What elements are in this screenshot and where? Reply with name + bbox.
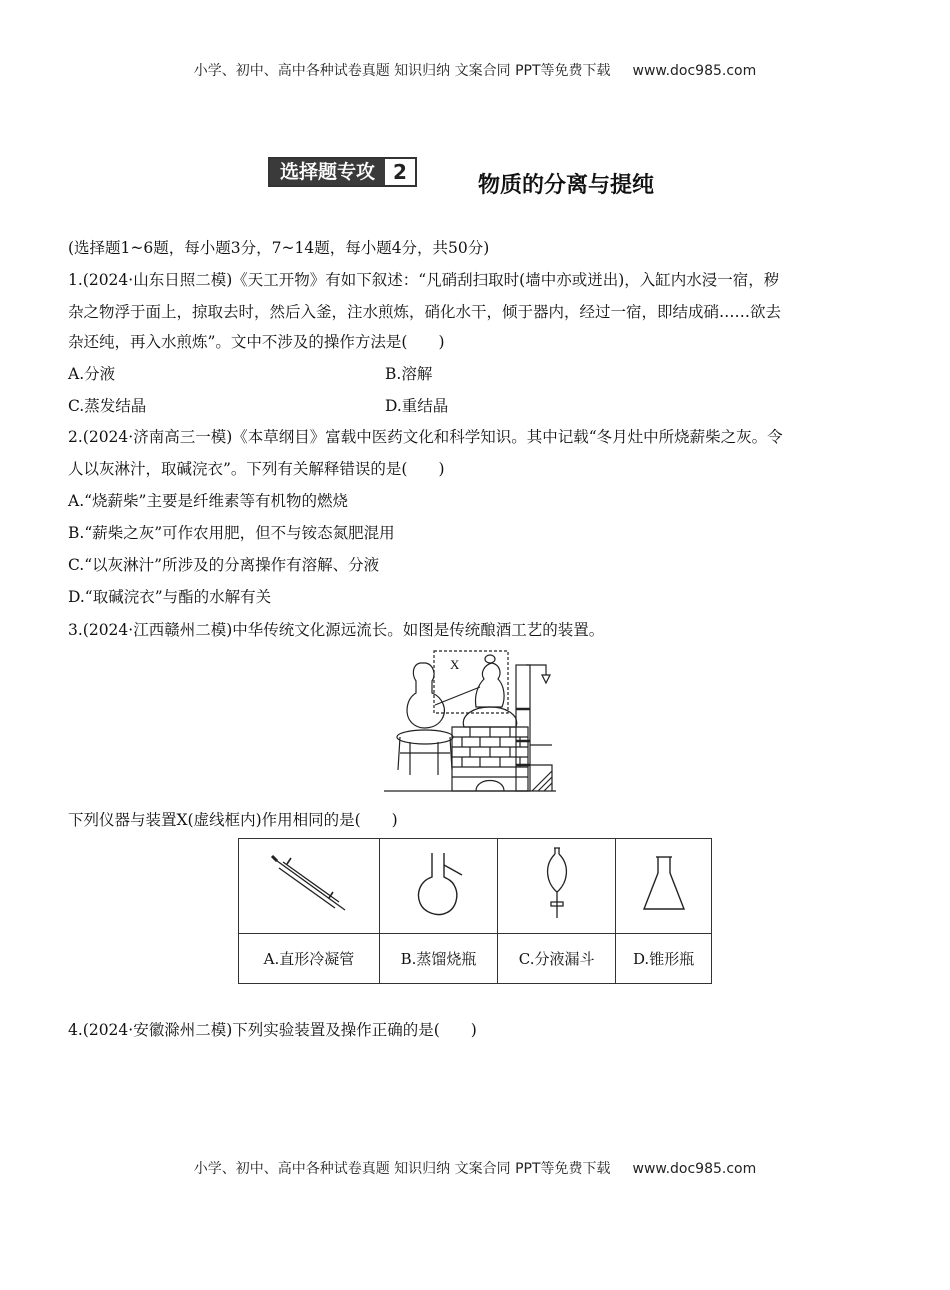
q2-option-a: A.“烧薪柴”主要是纤维素等有机物的燃烧	[68, 492, 348, 510]
q3-line1: 3.(2024·江西赣州二模)中华传统文化源远流长。如图是传统酿酒工艺的装置。	[68, 621, 605, 639]
page-header	[0, 60, 950, 80]
option-c-label: C.分液漏斗	[498, 934, 616, 984]
footer-text: 小学、初中、高中各种试卷真题 知识归纳 文案合同 PPT等免费下载	[193, 1161, 611, 1177]
instrument-options-table	[238, 838, 712, 984]
figure-label-x: X	[450, 657, 460, 672]
q2-option-b: B.“薪柴之灰”可作农用肥，但不与铵态氮肥混用	[68, 524, 395, 542]
cell-conical-flask-image	[616, 839, 712, 934]
conical-flask-icon	[634, 849, 694, 919]
distilling-flask-icon	[404, 849, 474, 919]
page-title: 物质的分离与提纯	[478, 173, 655, 198]
brewing-apparatus-figure	[380, 645, 560, 795]
q1-line3: 杂还纯，再入水煎炼”。文中不涉及的操作方法是( )	[68, 333, 445, 351]
page-footer	[0, 1158, 950, 1178]
option-b-label: B.蒸馏烧瓶	[379, 934, 497, 984]
footer-url[interactable]: www.doc985.com	[632, 1161, 757, 1177]
q3-line2: 下列仪器与装置X(虚线框内)作用相同的是( )	[68, 811, 398, 829]
q1-line1: 1.(2024·山东日照二模)《天工开物》有如下叙述：“凡硝刮扫取时(墙中亦或迸出)，入缸内水浸一宿，秽	[68, 271, 780, 289]
intro-line: (选择题1~6题，每小题3分，7~14题，每小题4分，共50分)	[68, 239, 490, 257]
separatory-funnel-icon	[527, 844, 587, 924]
banner-number: 2	[385, 159, 415, 185]
q1-option-c: C.蒸发结晶	[68, 397, 147, 415]
q2-line1: 2.(2024·济南高三一模)《本草纲目》富载中医药文化和科学知识。其中记载“冬月灶中所烧薪柴之灰。令	[68, 428, 783, 446]
header-url[interactable]: www.doc985.com	[632, 63, 757, 79]
option-d-label: D.锥形瓶	[616, 934, 712, 984]
section-banner	[268, 157, 417, 187]
q1-option-d: D.重结晶	[385, 397, 449, 415]
q1-option-b: B.溶解	[385, 365, 433, 383]
straight-condenser-icon	[269, 852, 349, 916]
q2-option-c: C.“以灰淋汁”所涉及的分离操作有溶解、分液	[68, 556, 380, 574]
q2-option-d: D.“取碱浣衣”与酯的水解有关	[68, 588, 272, 606]
cell-distilling-flask-image	[379, 839, 497, 934]
cell-condenser-image	[239, 839, 380, 934]
banner-label: 选择题专攻	[270, 159, 385, 185]
cell-separatory-funnel-image	[498, 839, 616, 934]
header-text: 小学、初中、高中各种试卷真题 知识归纳 文案合同 PPT等免费下载	[193, 63, 611, 79]
q1-option-a: A.分液	[68, 365, 116, 383]
option-a-label: A.直形冷凝管	[239, 934, 380, 984]
q1-line2: 杂之物浮于面上，掠取去时，然后入釜，注水煎炼，硝化水干，倾于器内，经过一宿，即结成硝……欲去	[68, 303, 782, 321]
q4-line1: 4.(2024·安徽滁州二模)下列实验装置及操作正确的是( )	[68, 1021, 477, 1039]
q2-line2: 人以灰淋汁，取碱浣衣”。下列有关解释错误的是( )	[68, 460, 445, 478]
